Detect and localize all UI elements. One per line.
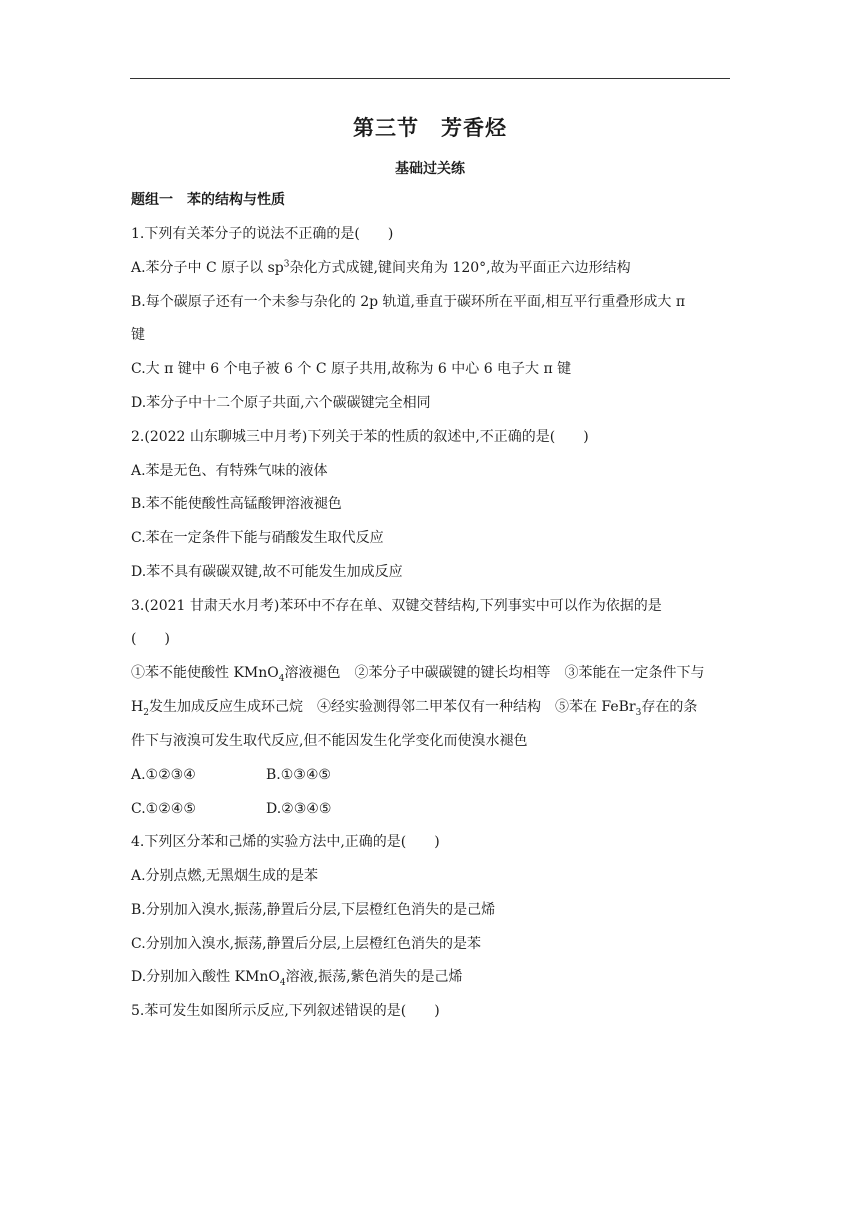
q1-a-superscript: 3	[283, 259, 290, 270]
q4-stem: 4.下列区分苯和己烯的实验方法中,正确的是( )	[131, 834, 440, 850]
q1-a-text-rest: 杂化方式成键,键间夹角为 120°,故为平面正六边形结构	[289, 260, 631, 276]
q3-statement-line3: 件下与液溴可发生取代反应,但不能因发生化学变化而使溴水褪色	[131, 733, 528, 749]
q3-l2-text: H	[131, 699, 144, 715]
q2-option-d: D.苯不具有碳碳双键,故不可能发生加成反应	[131, 564, 403, 580]
q4-option-c: C.分别加入溴水,振荡,静置后分层,上层橙红色消失的是苯	[131, 936, 482, 952]
q3-l1-subscript: 4	[278, 673, 285, 684]
q3-option-c: C.①②④⑤	[131, 801, 196, 817]
q3-stem-line2: ( )	[131, 631, 170, 647]
q4-d-text: D.分别加入酸性 KMnO	[131, 969, 280, 985]
q3-l1-text-rest: 溶液褪色 ②苯分子中碳碳键的键长均相等 ③苯能在一定条件下与	[284, 665, 705, 681]
q3-option-a: A.①②③④	[131, 767, 196, 783]
q3-l2-subscript-2: 3	[635, 707, 642, 718]
header-rule	[130, 78, 730, 79]
q3-l2-subscript: 2	[143, 707, 149, 718]
q2-option-a: A.苯是无色、有特殊气味的液体	[131, 463, 328, 479]
q3-options-row2	[131, 799, 332, 819]
q3-l2-text-mid: 发生加成反应生成环己烷 ④经实验测得邻二甲苯仅有一种结构 ⑤苯在 FeBr	[148, 699, 636, 715]
q2-stem: 2.(2022 山东聊城三中月考)下列关于苯的性质的叙述中,不正确的是( )	[131, 429, 589, 445]
q3-l1-text: ①苯不能使酸性 KMnO	[131, 665, 279, 681]
q4-d-text-rest: 溶液,振荡,紫色消失的是己烯	[285, 969, 463, 985]
page-title: 第三节 芳香烃	[353, 116, 507, 140]
q1-stem: 1.下列有关苯分子的说法不正确的是( )	[131, 226, 394, 242]
q1-a-text: A.苯分子中 C 原子以 sp	[131, 260, 284, 276]
q1-option-c: C.大 π 键中 6 个电子被 6 个 C 原子共用,故称为 6 中心 6 电子大 π 键	[131, 361, 572, 377]
q1-option-a	[131, 258, 631, 278]
q1-option-b-line2: 键	[131, 327, 145, 343]
q3-option-d: D.②③④⑤	[266, 801, 332, 817]
q4-option-a: A.分别点燃,无黑烟生成的是苯	[131, 868, 319, 884]
q3-statement-line1	[131, 663, 704, 683]
q2-option-c: C.苯在一定条件下能与硝酸发生取代反应	[131, 530, 384, 546]
q4-option-b: B.分别加入溴水,振荡,静置后分层,下层橙红色消失的是己烯	[131, 902, 496, 918]
q3-statement-line2	[131, 697, 697, 717]
q5-stem: 5.苯可发生如图所示反应,下列叙述错误的是( )	[131, 1003, 440, 1019]
q3-stem-line1: 3.(2021 甘肃天水月考)苯环中不存在单、双键交替结构,下列事实中可以作为依据的是	[131, 598, 662, 614]
q1-option-b-line1: B.每个碳原子还有一个未参与杂化的 2p 轨道,垂直于碳环所在平面,相互平行重叠形成大 π	[131, 294, 686, 310]
q1-option-d: D.苯分子中十二个原子共面,六个碳碳键完全相同	[131, 395, 431, 411]
q2-option-b: B.苯不能使酸性高锰酸钾溶液褪色	[131, 496, 342, 512]
q3-l2-text-rest: 存在的条	[641, 699, 698, 715]
q3-option-b: B.①③④⑤	[266, 767, 331, 783]
section-subtitle: 基础过关练	[395, 161, 465, 177]
q3-options-row1	[131, 765, 331, 785]
q4-option-d	[131, 967, 463, 987]
q4-d-subscript: 4	[279, 977, 286, 988]
group-heading: 题组一 苯的结构与性质	[131, 192, 285, 208]
